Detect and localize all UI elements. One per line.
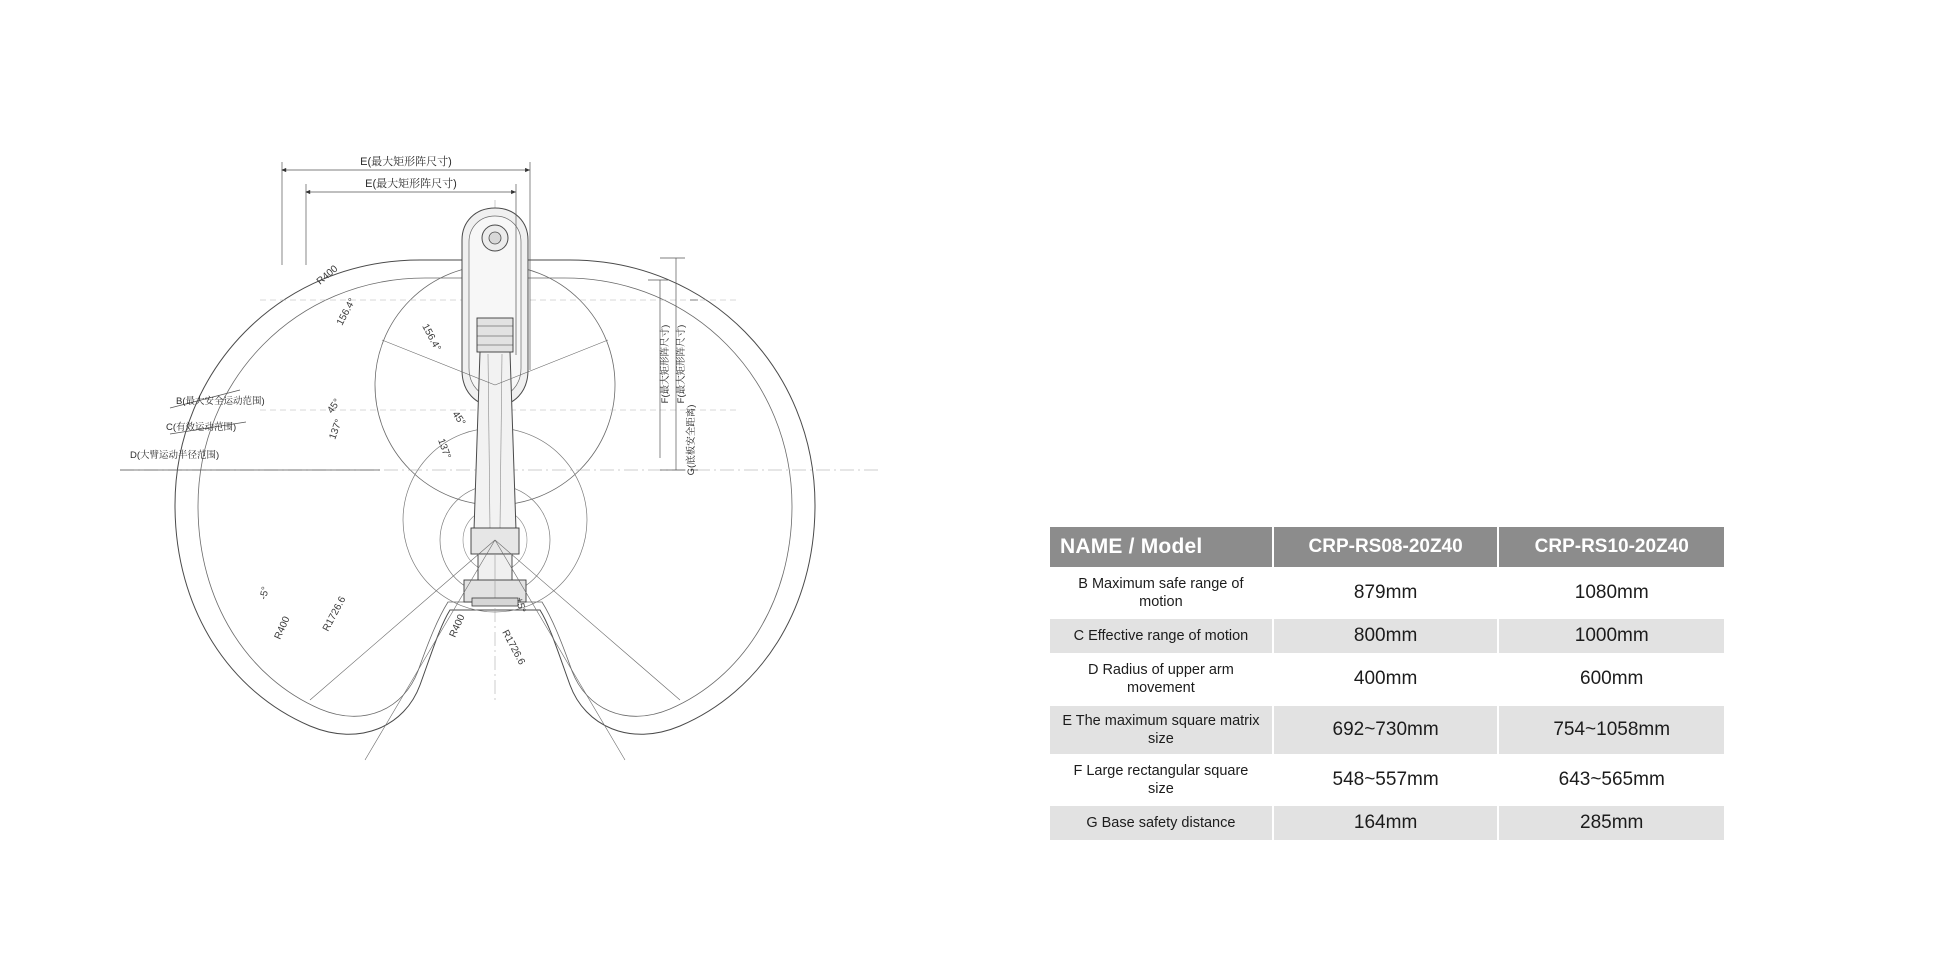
table-header-name: NAME / Model bbox=[1050, 527, 1272, 567]
angle-label-right-bottom: +5° bbox=[513, 596, 528, 614]
dim-label-g: G(底板安全距离) bbox=[686, 404, 697, 476]
dim-label-e-outer: E(最大矩形阵尺寸) bbox=[360, 156, 452, 168]
dim-label-c: C(有效运动范围) bbox=[166, 422, 237, 433]
radius-label-r400-top: R400 bbox=[314, 263, 341, 288]
row-label-b: B Maximum safe range of motion bbox=[1050, 569, 1272, 617]
row-label-g: G Base safety distance bbox=[1050, 806, 1272, 840]
angle-label-left-mid: 137° bbox=[327, 417, 345, 442]
dim-label-f-outer: F(最大矩形阵尺寸) bbox=[676, 324, 687, 404]
robot-range-diagram bbox=[120, 140, 880, 860]
dim-label-b: B(最大安全运动范围) bbox=[176, 396, 265, 407]
angle-label-left-low: 45° bbox=[325, 397, 344, 416]
dim-label-e-inner: E(最大矩形阵尺寸) bbox=[365, 178, 457, 190]
table-header-row bbox=[1050, 527, 1724, 567]
table-row bbox=[1050, 569, 1724, 617]
row-label-f: F Large rectangular square size bbox=[1050, 756, 1272, 804]
table-row bbox=[1050, 756, 1724, 804]
radius-label-r1726-right: R1726.6 bbox=[499, 628, 527, 667]
radius-label-r400-right: R400 bbox=[447, 612, 468, 640]
angle-label-left-top: 156.4° bbox=[334, 296, 359, 328]
table-row bbox=[1050, 806, 1724, 840]
row-value-g-model1: 164mm bbox=[1274, 806, 1498, 840]
row-value-b-model1: 879mm bbox=[1274, 569, 1498, 617]
table-header-model-2: CRP-RS10-20Z40 bbox=[1499, 527, 1724, 567]
row-value-b-model2: 1080mm bbox=[1499, 569, 1724, 617]
row-value-g-model2: 285mm bbox=[1499, 806, 1724, 840]
angle-label-left-bottom: -5° bbox=[258, 585, 272, 601]
angle-label-right-mid: 137° bbox=[435, 437, 453, 461]
row-value-f-model1: 548~557mm bbox=[1274, 756, 1498, 804]
radius-label-r400-left: R400 bbox=[272, 614, 293, 642]
row-value-f-model2: 643~565mm bbox=[1499, 756, 1724, 804]
row-value-d-model2: 600mm bbox=[1499, 655, 1724, 703]
angle-label-right-low: 45° bbox=[449, 409, 468, 429]
row-value-e-model1: 692~730mm bbox=[1274, 706, 1498, 754]
angle-label-right-top: 156.4° bbox=[419, 322, 443, 354]
row-value-e-model2: 754~1058mm bbox=[1499, 706, 1724, 754]
specification-table bbox=[1048, 525, 1726, 842]
dim-label-f-inner: F(最大矩形阵尺寸) bbox=[660, 324, 671, 404]
table-row bbox=[1050, 655, 1724, 703]
table-row bbox=[1050, 619, 1724, 653]
row-value-d-model1: 400mm bbox=[1274, 655, 1498, 703]
radius-label-r1726-left: R1726.6 bbox=[320, 594, 349, 634]
dim-label-d: D(大臂运动半径范围) bbox=[130, 450, 220, 461]
row-value-c-model2: 1000mm bbox=[1499, 619, 1724, 653]
row-value-c-model1: 800mm bbox=[1274, 619, 1498, 653]
row-label-d: D Radius of upper arm movement bbox=[1050, 655, 1272, 703]
table-header-model-1: CRP-RS08-20Z40 bbox=[1274, 527, 1498, 567]
row-label-c: C Effective range of motion bbox=[1050, 619, 1272, 653]
row-label-e: E The maximum square matrix size bbox=[1050, 706, 1272, 754]
table-row bbox=[1050, 706, 1724, 754]
